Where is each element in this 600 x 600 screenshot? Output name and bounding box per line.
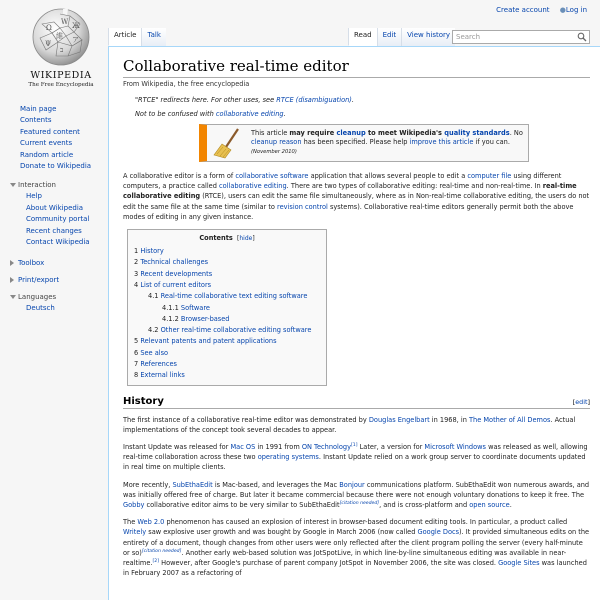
toc-list [134, 246, 320, 382]
chevron-right-icon [10, 260, 14, 266]
chevron-down-icon [10, 183, 16, 187]
collaborative-editing-link[interactable]: collaborative editing [215, 110, 284, 118]
notice-text: to meet Wikipedia's [365, 129, 445, 137]
login-link[interactable]: Log in [565, 6, 587, 14]
text: . There are two types of collaborative editing: real-time and non-real-time. In [286, 182, 543, 191]
toc-item-number: 4.1.1 [162, 303, 179, 312]
toc-item[interactable] [134, 336, 320, 347]
search-placeholder: Search [456, 33, 481, 41]
toc-item-link[interactable]: Real-time collaborative text editing software [160, 292, 308, 301]
toc-hide-toggle[interactable]: hide [239, 235, 253, 243]
toc-item[interactable] [134, 246, 320, 257]
toc-item-number: 4.1 [148, 292, 159, 301]
writely-link[interactable]: Writely [123, 528, 147, 537]
toc-item-number: 4.1.2 [162, 314, 179, 323]
citation-needed-link[interactable]: [citation needed] [141, 548, 182, 554]
toc-item-number: 6 [134, 348, 139, 357]
mac-os-link[interactable]: Mac OS [230, 442, 256, 451]
toc-item[interactable] [134, 280, 320, 291]
toc-item-link[interactable]: Relevant patents and patent applications [140, 337, 277, 346]
text: A collaborative editor is a form of [123, 172, 236, 180]
operating-systems-link[interactable]: operating systems [257, 453, 319, 462]
broom-icon [211, 127, 245, 159]
cleanup-reason-link[interactable]: cleanup reason [251, 138, 302, 146]
citation-link[interactable]: [2] [152, 558, 160, 564]
section-heading-history [123, 396, 590, 409]
portal-toolbox-heading[interactable] [0, 258, 108, 269]
svg-text:ア: ア [72, 36, 79, 44]
sidebar-item-current-events[interactable]: Current events [20, 139, 73, 148]
hatnote-text: Not to be confused with [135, 110, 216, 118]
chevron-right-icon [10, 277, 14, 283]
section-title: History [123, 395, 164, 407]
text: . Instant Update relied on a work group server to coordinate documents updated in real time on multiple clients. [123, 453, 586, 472]
portal-interaction [0, 191, 108, 248]
table-of-contents [127, 229, 327, 386]
personal-tools [496, 6, 587, 14]
citation-link[interactable]: [1] [351, 442, 358, 448]
toc-heading: Contents [199, 234, 233, 243]
toc-item-number: 1 [134, 247, 139, 256]
tagline: The Free Encyclopedia [28, 82, 94, 88]
portal-languages-label: Languages [18, 293, 57, 302]
toc-item[interactable] [134, 348, 320, 359]
history-paragraph-1 [123, 415, 590, 435]
toc-item[interactable] [134, 257, 320, 268]
web-2-link[interactable]: Web 2.0 [137, 518, 165, 527]
notice-text: has been specified. Please help [301, 138, 410, 146]
text: . Another early web-based solution was JotSpotLive, in which line-by-line simultaneous editing was available in near-realtime. [123, 548, 567, 568]
sidebar-item-random-article[interactable]: Random article [20, 150, 74, 159]
douglas-engelbart-link[interactable]: Douglas Engelbart [368, 415, 430, 424]
quality-standards-link[interactable]: quality standards [444, 129, 510, 137]
sidebar-item-recent-changes[interactable]: Recent changes [26, 226, 82, 235]
wordmark: WIKIPEDIA [30, 70, 92, 81]
toc-item[interactable] [134, 370, 320, 381]
notice-text: may require [289, 129, 337, 137]
history-paragraph-4 [123, 517, 590, 578]
toc-item[interactable] [134, 291, 320, 302]
search-input[interactable] [452, 30, 590, 44]
text: using different computers, a practice called [123, 172, 562, 191]
toc-item[interactable] [134, 269, 320, 280]
toc-item[interactable] [134, 325, 320, 336]
citation-needed-link[interactable]: [citation needed] [339, 500, 380, 506]
tab-talk[interactable]: Talk [141, 28, 165, 46]
sidebar-item-contact[interactable]: Contact Wikipedia [26, 238, 90, 247]
hatnote-text: . [351, 96, 354, 104]
svg-text:W: W [61, 18, 69, 26]
toc-item-number: 2 [134, 258, 139, 267]
text: Instant Update was released for [123, 442, 231, 451]
toc-item-link[interactable]: Software [180, 303, 210, 312]
toc-item-link[interactable]: Other real-time collaborative editing software [160, 326, 312, 335]
text: , and is cross-platform and [379, 501, 470, 509]
portal-languages [0, 303, 108, 314]
text: However, after Google's purchase of parent company JotSpot in November 2006, the site was closed. [159, 559, 499, 568]
sidebar [0, 104, 108, 315]
sidebar-item-main-page[interactable]: Main page [20, 105, 57, 113]
svg-text:維: 維 [56, 32, 63, 40]
language-link-deutsch[interactable]: Deutsch [26, 304, 55, 313]
sidebar-item-about[interactable]: About Wikipedia [26, 203, 84, 212]
text: Later, a version for [357, 442, 425, 451]
toc-item-link[interactable]: References [140, 359, 177, 368]
text: in 1968, in [429, 415, 469, 424]
portal-print-heading[interactable] [0, 275, 108, 286]
svg-text:Ж: Ж [72, 22, 80, 30]
text: was released as well, allowing real-time collaboration across these two [123, 442, 588, 462]
toc-item-number: 8 [134, 371, 139, 380]
toc-item[interactable] [134, 303, 320, 314]
edit-section-link[interactable]: edit [575, 397, 588, 406]
notice-text: This article [251, 129, 290, 137]
svg-text:Ψ: Ψ [45, 40, 52, 48]
content [108, 46, 600, 600]
revision-control-link[interactable]: revision control [277, 202, 328, 211]
text: phenomenon has caused an explosion of interest in browser-based document editing tools. In particular, a product called [164, 518, 568, 527]
sidebar-item-donate[interactable]: Donate to Wikipedia [20, 162, 92, 171]
improve-article-link[interactable]: improve this article [409, 138, 474, 146]
gobby-link[interactable]: Gobby [123, 501, 145, 509]
cleanup-link[interactable]: cleanup [336, 129, 366, 137]
toc-title: Contents [hide] [199, 234, 255, 243]
history-paragraph-2 [123, 442, 590, 473]
text: ). It provided simultaneous edits on the entirety of a document, though changes from other users were only reflected after the client program polling the server (every half-minute or so) [123, 528, 590, 557]
tab-edit[interactable]: Edit [377, 28, 402, 46]
text: saw explosive user growth and was bought by Google in March 2006 (now called [146, 528, 418, 537]
edit-section: [edit] [572, 397, 590, 406]
portal-interaction-label: Interaction [18, 181, 56, 190]
computer-file-link[interactable]: computer file [467, 172, 512, 180]
open-source-link[interactable]: open source [469, 501, 510, 509]
text: The [123, 518, 138, 527]
toc-item-link[interactable]: External links [140, 371, 185, 380]
tab-read[interactable]: Read [348, 28, 377, 46]
toc-item[interactable] [134, 314, 320, 325]
page-title: Collaborative real-time editor [123, 57, 590, 78]
namespace-tabs [108, 28, 166, 46]
text: . Actual implementations of the concept took several decades to appear. [123, 415, 576, 434]
collaborative-editing-link[interactable]: collaborative editing [219, 182, 287, 191]
site-sub: From Wikipedia, the free encyclopedia [123, 80, 250, 88]
text: application that allows several people to edit a [308, 172, 468, 180]
chevron-down-icon [10, 295, 16, 299]
toc-item-number: 3 [134, 269, 139, 278]
google-sites-link[interactable]: Google Sites [498, 559, 540, 568]
view-tabs [348, 28, 455, 46]
toc-item-number: 4 [134, 280, 139, 289]
bonjour-link[interactable]: Bonjour [339, 480, 365, 489]
create-account-link[interactable]: Create account [496, 6, 550, 14]
toc-item-link[interactable]: Technical challenges [140, 258, 209, 267]
hatnote-text: . [283, 110, 286, 118]
toc-item-number: 5 [134, 337, 139, 346]
disambiguation-link[interactable]: RTCE (disambiguation) [276, 96, 352, 104]
microsoft-windows-link[interactable]: Microsoft Windows [424, 442, 486, 451]
notice-text: if you can. [473, 138, 510, 146]
text: More recently, [123, 480, 173, 489]
toc-item-link[interactable]: See also [140, 348, 169, 357]
toc-item[interactable] [134, 359, 320, 370]
mother-of-all-demos-link[interactable]: The Mother of All Demos [468, 415, 551, 424]
tab-article[interactable]: Article [108, 28, 141, 46]
sidebar-item-help[interactable]: Help [26, 192, 42, 201]
google-docs-link[interactable]: Google Docs [417, 528, 460, 537]
history-paragraph-3 [123, 480, 590, 511]
text: is Mac-based, and leverages the Mac [212, 480, 340, 489]
search-icon[interactable] [577, 32, 587, 42]
hatnote-rtce [123, 96, 590, 104]
svg-text:Ω: Ω [46, 24, 52, 32]
tab-view-history[interactable]: View history [401, 28, 455, 46]
user-icon: ● [559, 6, 566, 14]
collaborative-software-link[interactable]: collaborative software [235, 172, 309, 180]
text: collaborative editor aims to be very similar to SubEthaEdit [144, 501, 340, 509]
toc-item-link[interactable]: History [140, 247, 164, 256]
text: . [509, 501, 512, 509]
sidebar-item-contents[interactable]: Contents [20, 116, 52, 125]
portal-print-label: Print/export [18, 276, 60, 285]
wikipedia-logo[interactable] [13, 6, 109, 96]
toc-item-number: 4.2 [148, 326, 159, 335]
toc-item-link[interactable]: Recent developments [140, 269, 213, 278]
sidebar-navigation [0, 104, 108, 172]
cleanup-notice [199, 124, 529, 162]
sidebar-item-featured-content[interactable]: Featured content [20, 127, 80, 136]
text: in 1991 from [255, 442, 302, 451]
sidebar-item-community-portal[interactable]: Community portal [26, 215, 90, 224]
hatnote-text: "RTCE" redirects here. For other uses, see [135, 96, 277, 104]
portal-interaction-heading[interactable] [0, 180, 108, 191]
portal-languages-heading[interactable] [0, 292, 108, 303]
toc-item-number: 7 [134, 359, 139, 368]
on-technology-link[interactable]: ON Technology [301, 442, 351, 451]
text: communications platform. SubEthaEdit won numerous awards, and was initially offered free of charge. But later it became commercial because there were not enough voluntary donations to keep it free. The [123, 480, 590, 499]
notice-date: (November 2010) [251, 149, 297, 155]
hatnote-not-confused [123, 110, 590, 118]
notice-text: . No [509, 129, 523, 137]
intro-paragraph [123, 171, 590, 222]
bold-term: real-time collaborative editing [123, 182, 577, 201]
globe-icon [30, 6, 92, 68]
portal-toolbox-label: Toolbox [18, 259, 45, 268]
text: systems). Collaborative real-time editors generally permit both the above modes of editing in any given instance. [123, 202, 574, 221]
text: was launched in February 2007 as a refactoring of [123, 559, 587, 578]
svg-text:ב: ב [60, 46, 64, 54]
text: (RTCE), users can edit the same file simultaneously, where as in Non-real-time collaborative editing, the users do not edit the same file at the same time (similar to [123, 192, 590, 211]
text: The first instance of a collaborative real-time editor was demonstrated by [123, 415, 369, 424]
toc-item-link[interactable]: Browser-based [180, 314, 230, 323]
toc-item-link[interactable]: List of current editors [140, 280, 212, 289]
subethaedit-link[interactable]: SubEthaEdit [172, 480, 213, 489]
